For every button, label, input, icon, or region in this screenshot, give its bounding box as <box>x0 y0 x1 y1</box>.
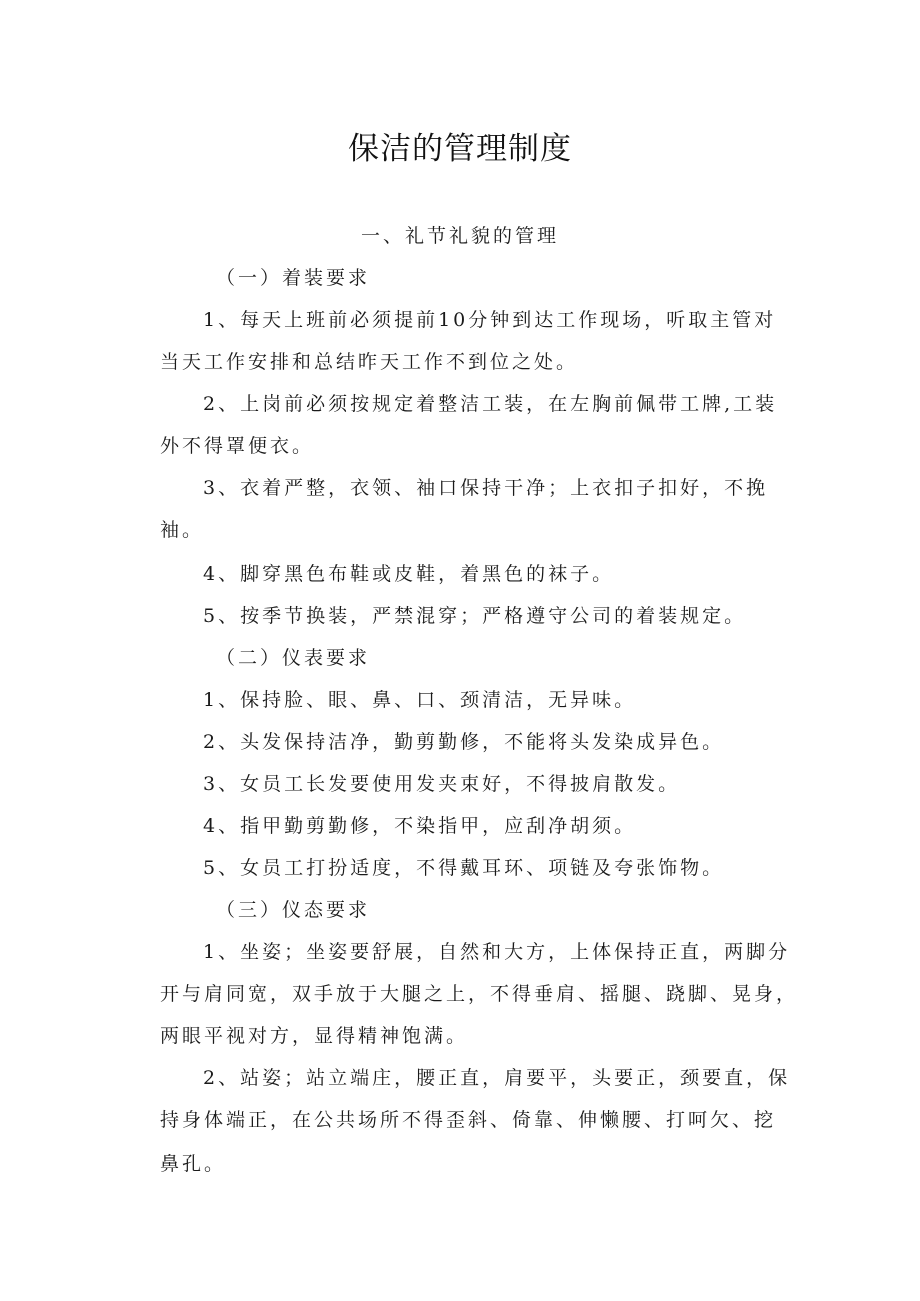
paragraph-line: 1、保持脸、眼、鼻、口、颈清洁，无异味。 <box>203 689 637 711</box>
subsection-heading: （二）仪表要求 <box>216 647 371 669</box>
paragraph-line: 5、按季节换装，严禁混穿；严格遵守公司的着装规定。 <box>203 605 747 627</box>
paragraph-line: 持身体端正，在公共场所不得歪斜、倚靠、伸懒腰、打呵欠、挖 <box>160 1109 777 1131</box>
paragraph-line: 2、上岗前必须按规定着整洁工装，在左胸前佩带工牌,工装 <box>203 393 778 415</box>
paragraph-line: 当天工作安排和总结昨天工作不到位之处。 <box>160 351 579 373</box>
paragraph-line: 1、每天上班前必须提前10分钟到达工作现场，听取主管对 <box>203 309 777 331</box>
paragraph-line: 两眼平视对方，显得精神饱满。 <box>160 1025 469 1047</box>
paragraph-line: 5、女员工打扮适度，不得戴耳环、项链及夸张饰物。 <box>203 857 725 879</box>
section-heading: 一、礼节礼貌的管理 <box>360 225 559 247</box>
subsection-heading: （一）着装要求 <box>216 267 371 289</box>
subsection-heading: （三）仪态要求 <box>216 899 371 921</box>
paragraph-line: 袖。 <box>160 519 205 541</box>
paragraph-line: 1、坐姿；坐姿要舒展，自然和大方，上体保持正直，两脚分 <box>203 941 791 963</box>
paragraph-line: 2、头发保持洁净，勤剪勤修，不能将头发染成异色。 <box>203 731 725 753</box>
paragraph-line: 2、站姿；站立端庄，腰正直，肩要平，头要正，颈要直，保 <box>203 1067 791 1089</box>
paragraph-line: 3、衣着严整，衣领、袖口保持干净；上衣扣子扣好，不挽 <box>203 477 769 499</box>
paragraph-line: 3、女员工长发要使用发夹束好，不得披肩散发。 <box>203 773 681 795</box>
paragraph-line: 4、脚穿黑色布鞋或皮鞋，着黑色的袜子。 <box>203 563 615 585</box>
paragraph-line: 鼻孔。 <box>160 1153 227 1175</box>
document-title: 保洁的管理制度 <box>348 131 572 167</box>
paragraph-line: 外不得罩便衣。 <box>160 435 315 457</box>
paragraph-line: 开与肩同宽，双手放于大腿之上，不得垂肩、摇腿、跷脚、晃身， <box>160 983 799 1005</box>
paragraph-line: 4、指甲勤剪勤修，不染指甲，应刮净胡须。 <box>203 815 637 837</box>
